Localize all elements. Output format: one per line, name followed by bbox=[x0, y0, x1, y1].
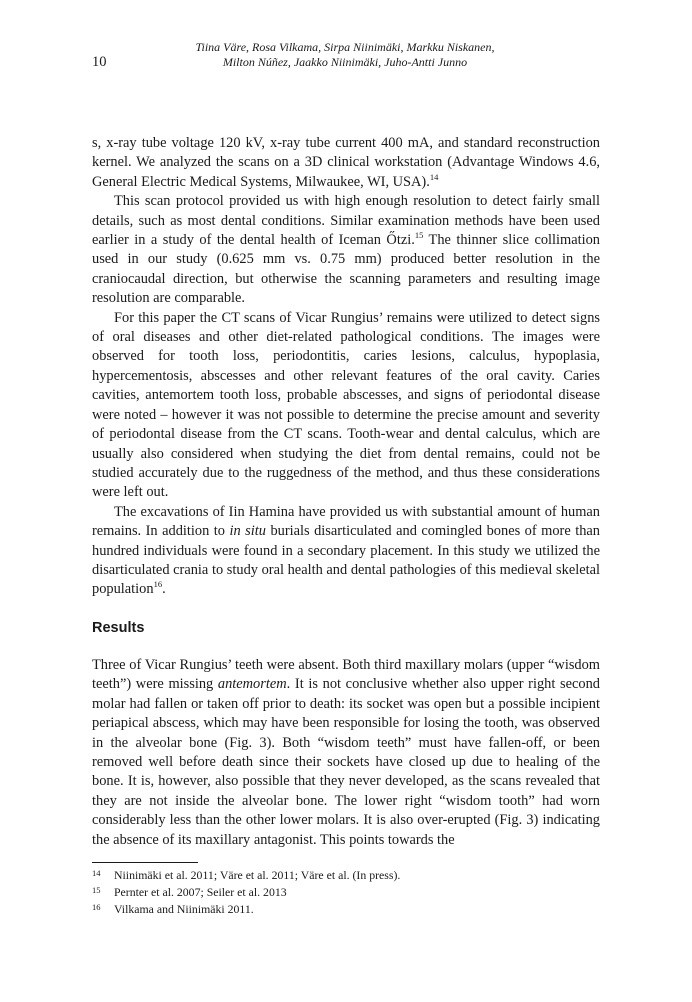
paragraph-text: For this paper the CT scans of Vicar Rungius’ remains were utilized to detect signs of oral diseases and other diet-related pathological conditions. The images were observed for tooth loss, periodontitis, caries lesions, calculus, hypoplasia, hypercementosis, abscesses and other relevant features of the oral cavity. Caries cavities, antemortem tooth loss, probable abscesses, and signs of periodontal disease were noted – however it was not possible to determine the precise amount and severity of periodontal disease from the CT scans. Tooth-wear and dental calculus, which are usually also considered when studying the diet from dental remains, could not be studied accurately due to the ruggedness of the method, and thus these considerations were left out. bbox=[92, 309, 600, 501]
footnote-text: Niinimäki et al. 2011; Väre et al. 2011; Väre et al. (In press). bbox=[114, 868, 401, 882]
paragraph-text: burials disarticulated and comingled bones of more than hundred individuals were found in a secondary placement. In this study we utilized the disarticulated crania to study oral health and dental pathologies of this medieval skeletal population bbox=[92, 523, 600, 598]
paragraph-results bbox=[92, 656, 600, 850]
footnote-marker-15: 15 bbox=[414, 230, 424, 241]
section-heading-results: Results bbox=[92, 620, 145, 636]
paragraph-text: The thinner slice collimation used in our study (0.625 mm vs. 0.75 mm) produced better resolution in the craniocaudal direction, but otherwise the scanning parameters and resulting image resolution are comparable. bbox=[92, 232, 600, 307]
italic-term-in-situ: in situ bbox=[229, 523, 266, 540]
footnote-number: 15 bbox=[92, 885, 101, 895]
footnote-text: Vilkama and Niinimäki 2011. bbox=[114, 902, 254, 916]
paragraph-text: s, x-ray tube voltage 120 kV, x-ray tube current 400 mA, and standard reconstruction kernel. We analyzed the scans on a 3D clinical workstation (Advantage Windows 4.6, General Electric Medical Systems, Milwaukee, WI, USA). bbox=[92, 135, 600, 190]
paragraph-ct-scan-use bbox=[92, 309, 600, 503]
running-head-authors-line1: Tiina Väre, Rosa Vilkama, Sirpa Niinimäki, Markku Niskanen, bbox=[195, 40, 495, 54]
body-text bbox=[92, 134, 600, 600]
paragraph-scan-protocol bbox=[92, 192, 600, 308]
footnote-16 bbox=[92, 901, 600, 918]
footnote-divider bbox=[92, 862, 198, 863]
paragraph-text: The excavations of Iin Hamina have provided us with substantial amount of human remains. In addition to bbox=[92, 503, 600, 540]
footnote-marker-16: 16 bbox=[153, 579, 163, 590]
paragraph-scan-parameters bbox=[92, 134, 600, 192]
paragraph-excavations bbox=[92, 503, 600, 600]
footnote-number: 14 bbox=[92, 868, 101, 878]
footnote-15 bbox=[92, 884, 600, 901]
running-head-authors-line2: Milton Núñez, Jaakko Niinimäki, Juho-Antti Junno bbox=[222, 55, 468, 69]
footnote-text: Pernter et al. 2007; Seiler et al. 2013 bbox=[114, 885, 287, 899]
footnote-14 bbox=[92, 867, 600, 884]
running-head bbox=[150, 40, 540, 70]
page-number: 10 bbox=[92, 54, 107, 70]
footnote-number: 16 bbox=[92, 902, 101, 912]
paragraph-text: Three of Vicar Rungius’ teeth were absent. Both third maxillary molars (upper “wisdom teeth”) were missing bbox=[92, 657, 600, 693]
italic-term-antemortem: antemortem bbox=[217, 676, 287, 693]
footnote-marker-14: 14 bbox=[429, 172, 439, 183]
paragraph-text: . bbox=[162, 581, 166, 598]
paragraph-text: This scan protocol provided us with high enough resolution to detect fairly small details, such as most dental conditions. Similar examination methods have been used earlier in a study of the dental health of Iceman Őtzi. bbox=[92, 193, 600, 249]
paragraph-text: . It is not conclusive whether also upper right second molar had fallen or taken off prior to death: its socket was open but a possible incipient periapical abscess, which may have been responsible for losing the tooth, was observed in the alveolar bone (Fig. 3). Both “wisdom teeth” must have fallen-off, or been removed well before death since their sockets have closed up due to healing of the bone. It is, however, also possible that they never developed, as the scans revealed that they are not inside the alveolar bone. The lower right “wisdom tooth” had worn considerably less than the other lower molars. It is also over-erupted (Fig. 3) indicating the absence of its maxillary antagonist. This points towards the bbox=[92, 676, 600, 848]
results-text bbox=[92, 656, 600, 850]
footnotes bbox=[92, 867, 600, 918]
